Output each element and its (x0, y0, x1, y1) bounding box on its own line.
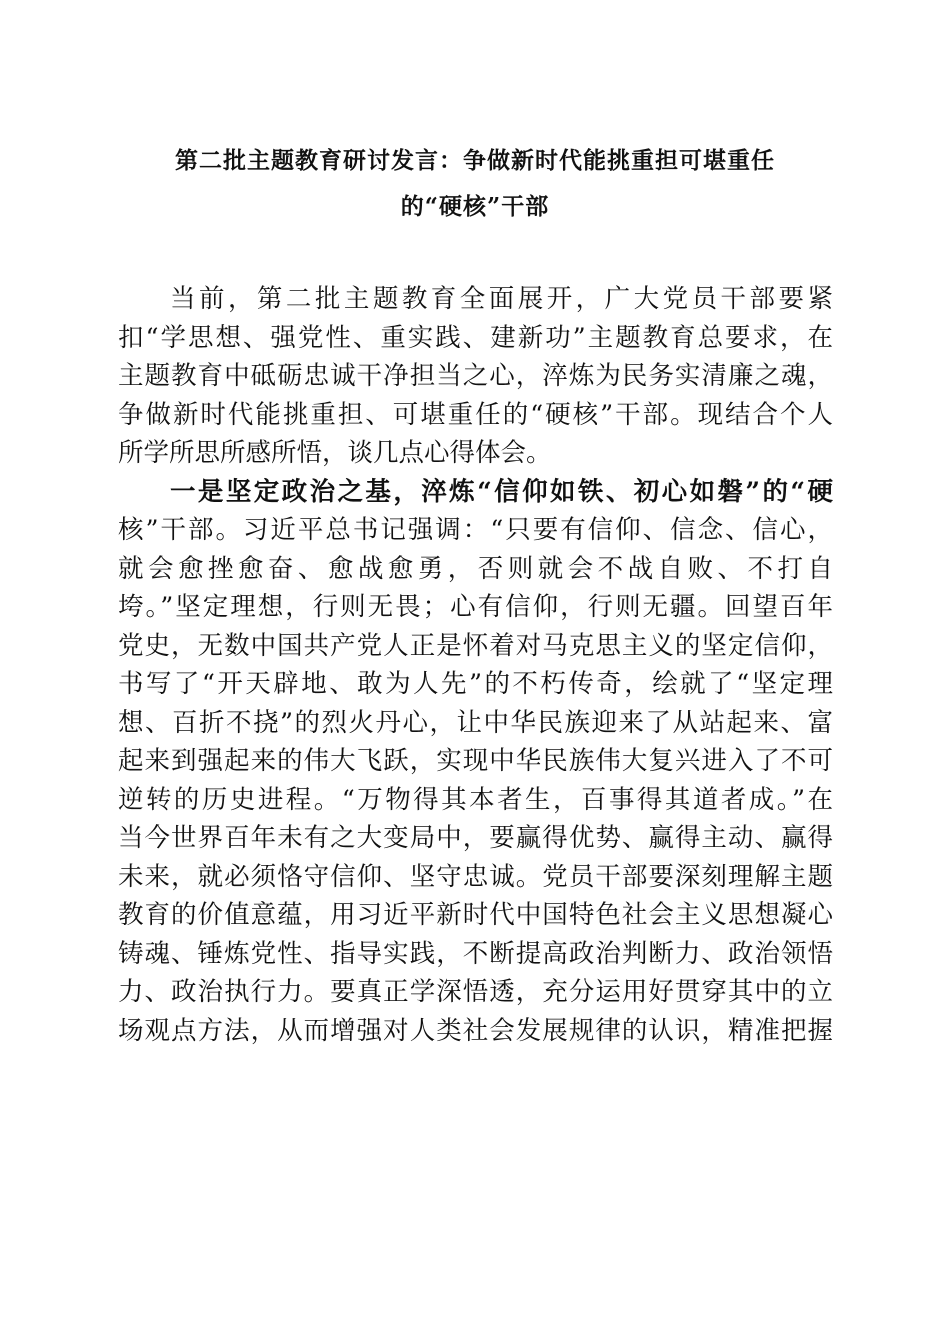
paragraph-1-line: 当前，第二批主题教育全面展开，广大党员干部要紧 (170, 284, 833, 314)
paragraph-2-line: 书写了“开天辟地、敢为人先”的不朽传奇，绘就了“坚定理 (118, 669, 833, 699)
paragraph-1-line: 争做新时代能挑重担、可堪重任的“硬核”干部。现结合个人 (118, 399, 833, 430)
paragraph-2-line: 教育的价值意蕴，用习近平新时代中国特色社会主义思想凝心 (118, 900, 833, 930)
paragraph-2-line: 垮。”坚定理想，行则无畏；心有信仰，行则无疆。回望百年 (118, 592, 833, 622)
paragraph-1-line: 所学所思所感所悟，谈几点心得体会。 (118, 438, 552, 468)
document-title-line-2: 的“硬核”干部 (400, 193, 550, 220)
paragraph-2-line: 就会愈挫愈奋、愈战愈勇，否则就会不战自败、不打自 (118, 553, 833, 584)
document-title-line-1: 第二批主题教育研讨发言：争做新时代能挑重担可堪重任 (175, 147, 775, 174)
paragraph-2-line: 力、政治执行力。要真正学深悟透，充分运用好贯穿其中的立 (118, 977, 833, 1007)
paragraph-2-line: 铸魂、锤炼党性、指导实践，不断提高政治判断力、政治领悟 (118, 938, 833, 969)
paragraph-2-line: 未来，就必须恪守信仰、坚守忠诚。党员干部要深刻理解主题 (118, 861, 833, 892)
paragraph-2-line: 场观点方法，从而增强对人类社会发展规律的认识，精准把握 (118, 1015, 833, 1046)
paragraph-1-line: 主题教育中砥砺忠诚干净担当之心，淬炼为民务实清廉之魂， (118, 361, 833, 391)
paragraph-2-lead-line: 一是坚定政治之基，淬炼“信仰如铁、初心如磐”的“硬 (170, 476, 833, 507)
paragraph-2-line: 当今世界百年未有之大变局中，要赢得优势、赢得主动、赢得 (118, 823, 833, 853)
paragraph-2-line: 党史，无数中国共产党人正是怀着对马克思主义的坚定信仰， (118, 630, 833, 661)
paragraph-2-line: 核”干部。习近平总书记强调：“只要有信仰、信念、信心， (118, 515, 833, 545)
paragraph-2-line: 想、百折不挠”的烈火丹心，让中华民族迎来了从站起来、富 (118, 707, 833, 738)
paragraph-1-line: 扣“学思想、强党性、重实践、建新功”主题教育总要求，在 (118, 322, 833, 353)
document-body (118, 280, 833, 1050)
paragraph-2-line: 起来到强起来的伟大飞跃，实现中华民族伟大复兴进入了不可 (118, 746, 833, 776)
paragraph-2-line: 逆转的历史进程。“万物得其本者生，百事得其道者成。”在 (118, 784, 833, 815)
